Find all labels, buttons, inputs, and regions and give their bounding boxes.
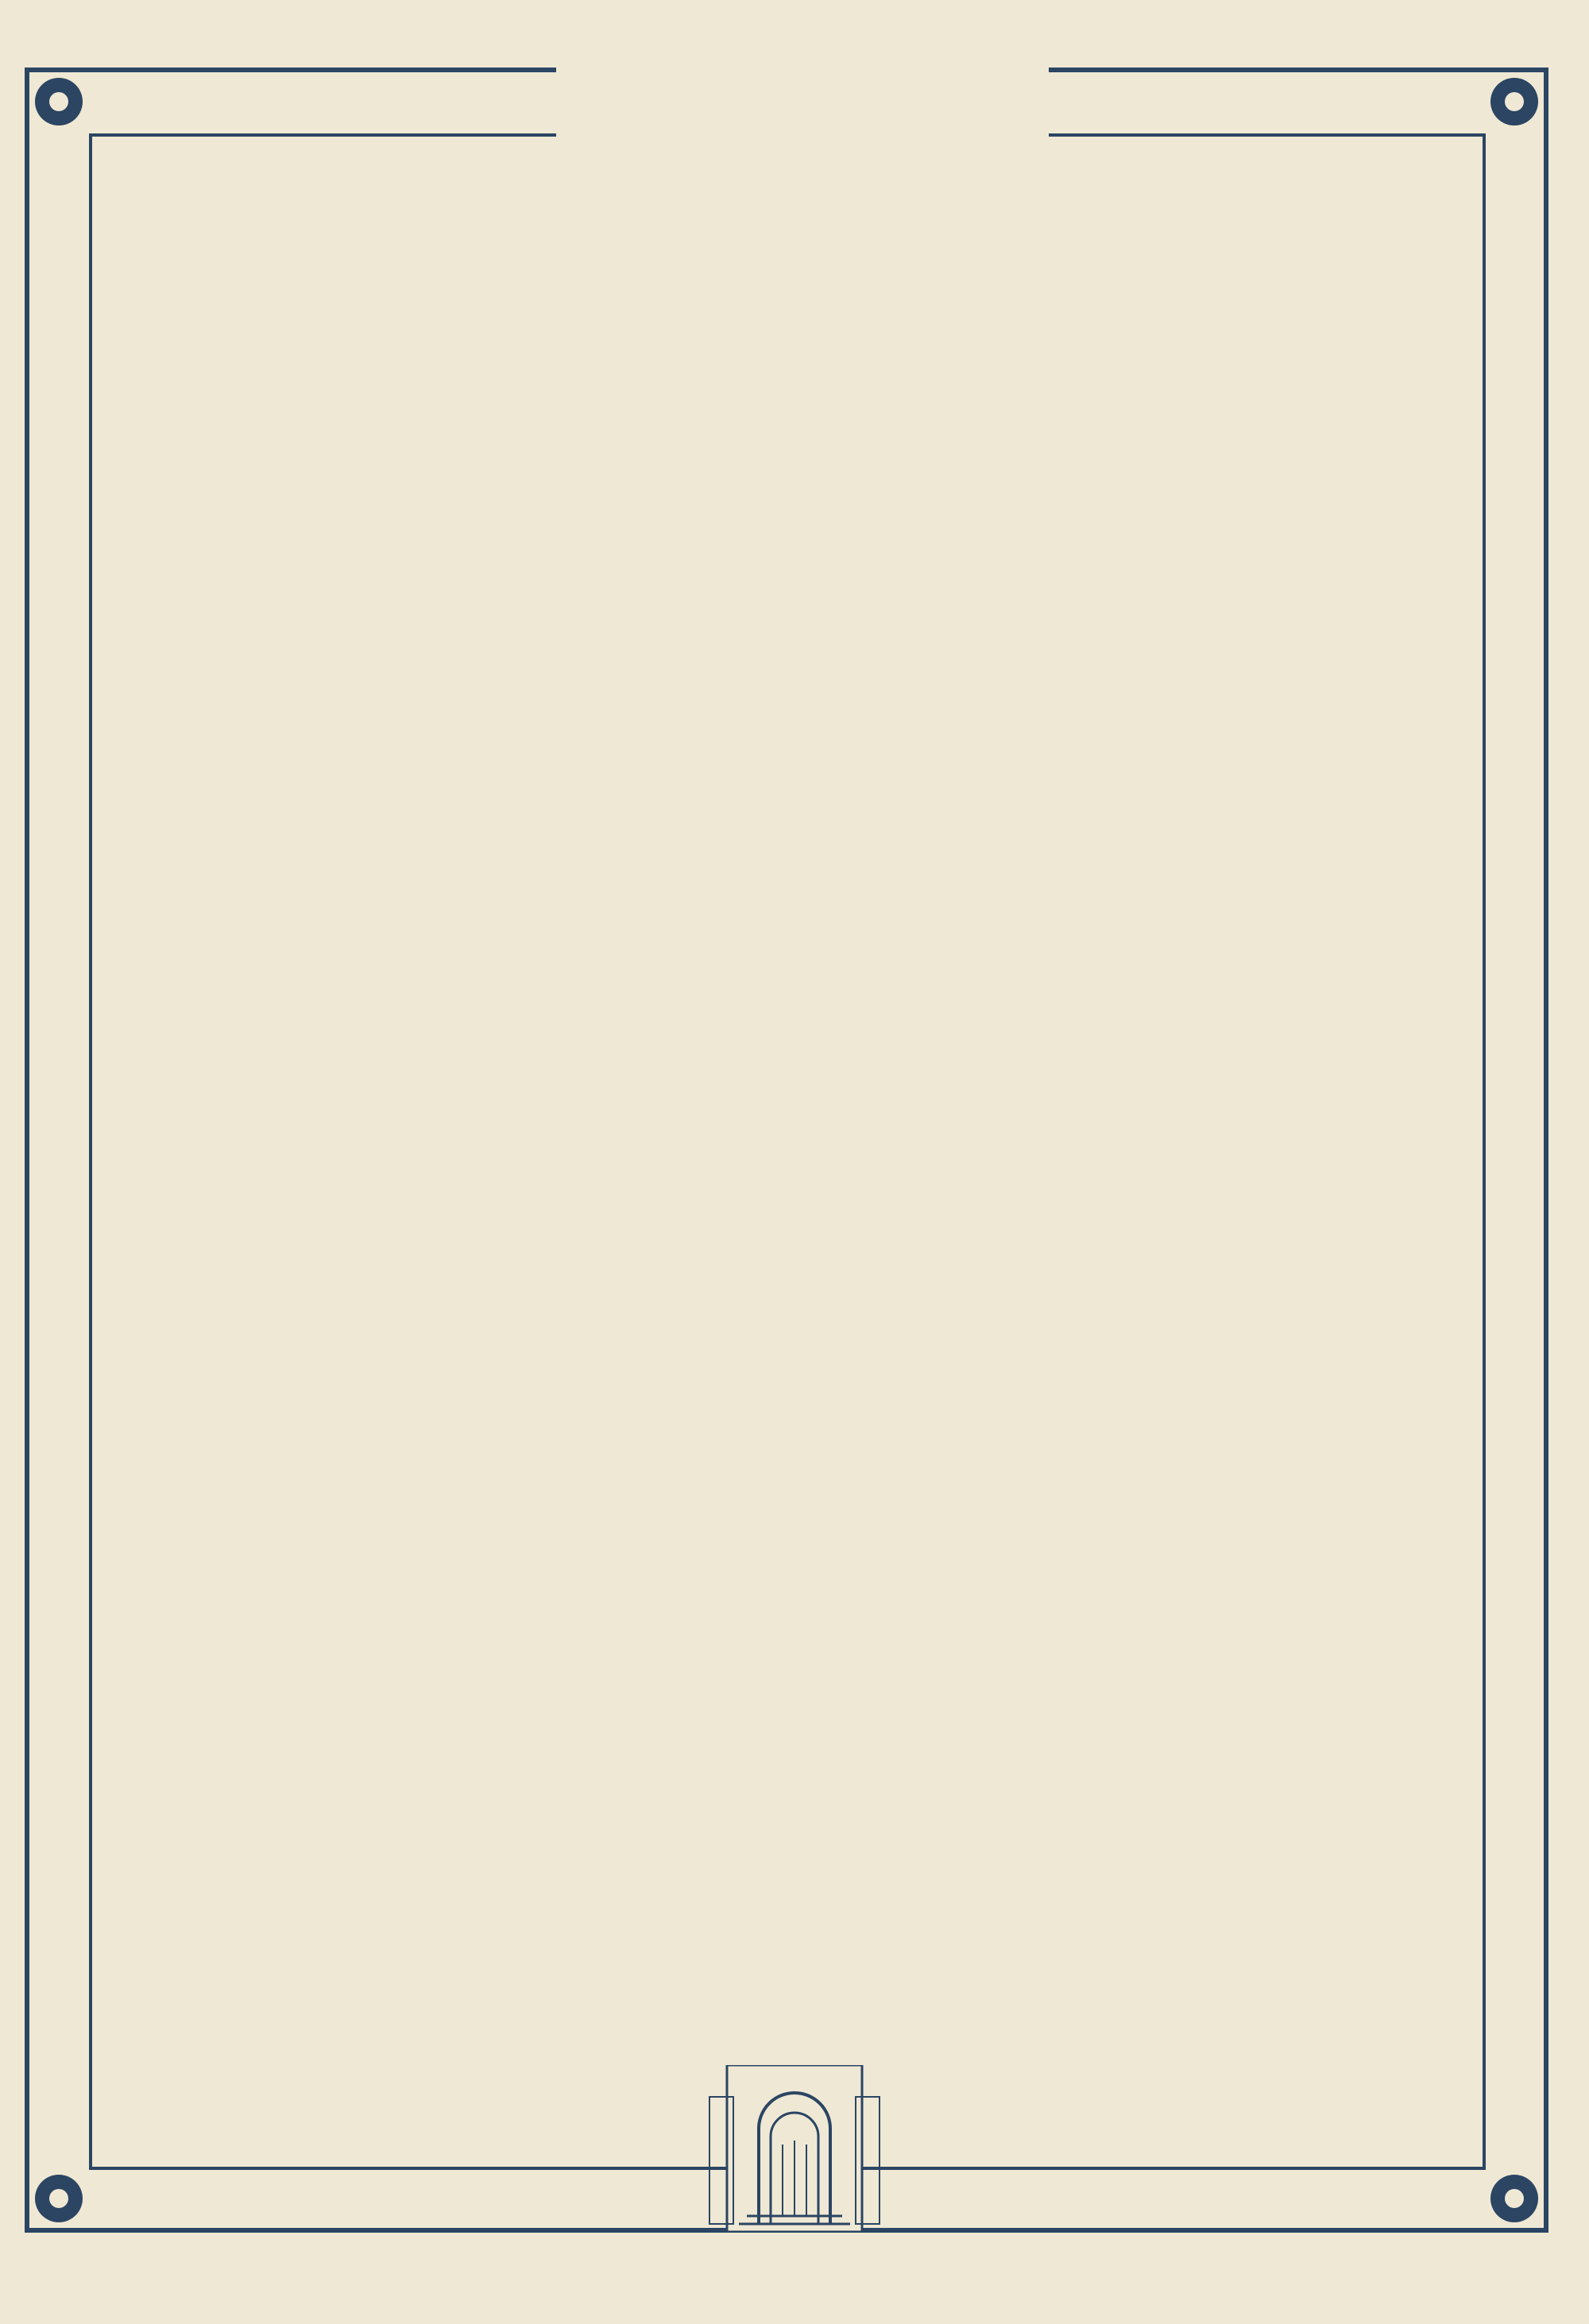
doorway-illustration bbox=[703, 2065, 886, 2232]
corner-rosette-bottom-left bbox=[35, 2175, 83, 2222]
faculty-page-body bbox=[199, 318, 1374, 397]
corner-rosette-top-right bbox=[1490, 78, 1538, 125]
ornament-icon bbox=[199, 332, 1374, 380]
masthead-title bbox=[556, 62, 1049, 149]
corner-rosette-bottom-right bbox=[1490, 2175, 1538, 2222]
corner-rosette-top-left bbox=[35, 78, 83, 125]
